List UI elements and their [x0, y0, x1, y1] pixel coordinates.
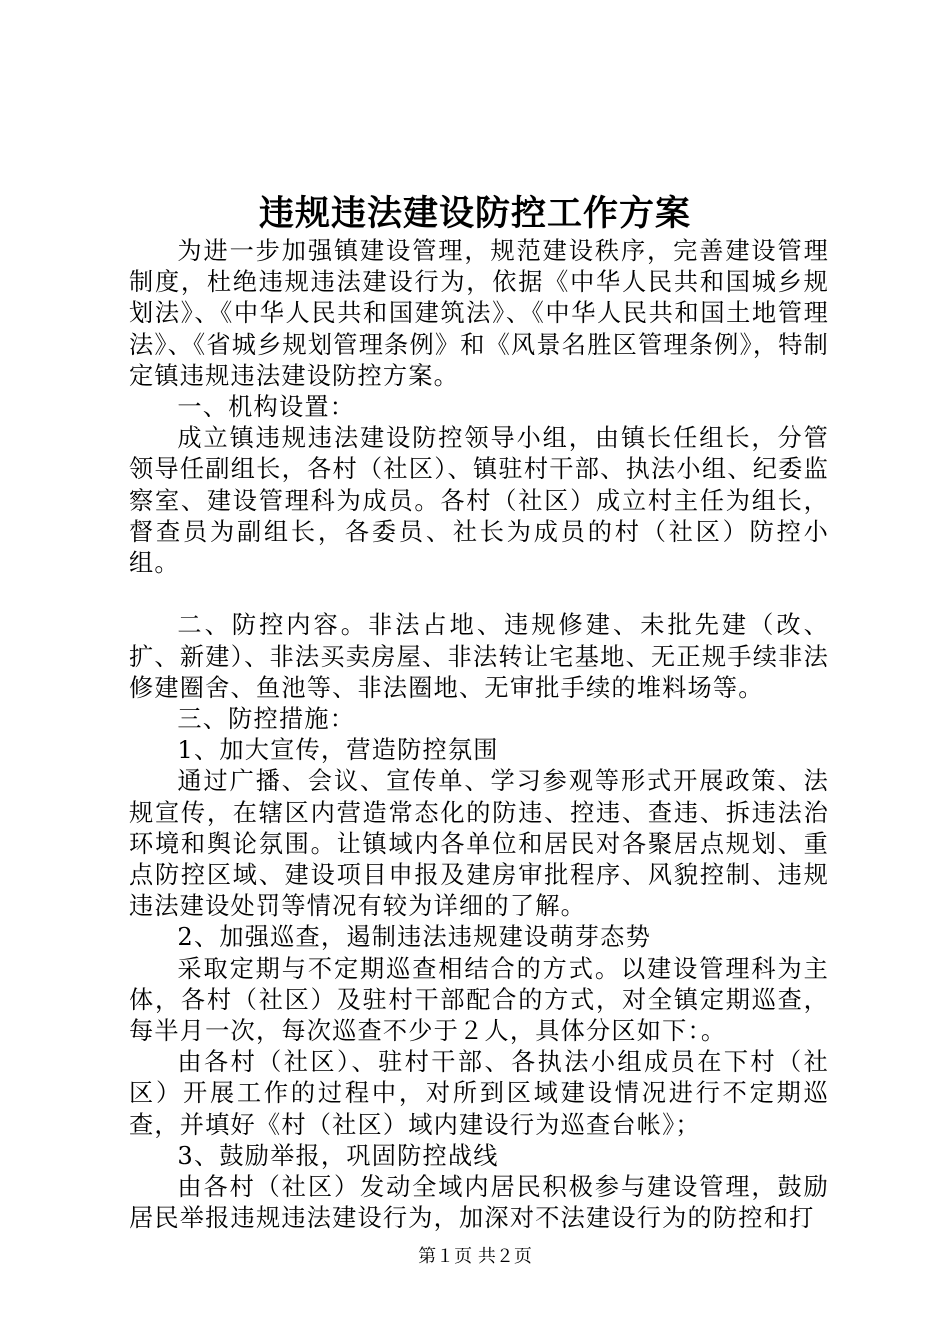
subheading-reporting: 3、鼓励举报，巩固防控战线	[177, 1141, 499, 1170]
paragraph-publicity: 通过广播、会议、宣传单、学习参观等形式开展政策、法规宣传，在辖区内营造常态化的防违、控违、查违、拆违法治环境和舆论氛围。让镇域内各单位和居民对各聚居点规划、重点防控区域、建设项目申报及建房审批程序、风貌控制、违规违法建设处罚等情况有较为详细的了解。	[129, 767, 829, 921]
paragraph-inspection-regular: 采取定期与不定期巡查相结合的方式。以建设管理科为主体，各村（社区）及驻村干部配合的方式，对全镇定期巡查，每半月一次，每次巡查不少于２人，具体分区如下：。	[129, 954, 829, 1046]
subheading-inspection: 2、加强巡查，遏制违法违规建设萌芽态势	[177, 923, 651, 952]
paragraph-intro: 为进一步加强镇建设管理，规范建设秩序，完善建设管理制度，杜绝违规违法建设行为，依据《中华人民共和国城乡规划法》、《中华人民共和国建筑法》、《中华人民共和国土地管理法》、《省城乡规划管理条例》和《风景名胜区管理条例》，特制定镇违规违法建设防控方案。	[129, 237, 829, 390]
heading-measures: 三、防控措施：	[177, 705, 356, 734]
paragraph-inspection-irregular: 由各村（社区）、驻村干部、各执法小组成员在下村（社区）开展工作的过程中，对所到区域建设情况进行不定期巡查，并填好《村（社区）域内建设行为巡查台帐》；	[129, 1048, 829, 1139]
heading-organization: 一、机构设置：	[177, 393, 356, 422]
paragraph-organization: 成立镇违规违法建设防控领导小组，由镇长任组长，分管领导任副组长，各村（社区）、镇驻村干部、执法小组、纪委监察室、建设管理科为成员。各村（社区）成立村主任为组长，督查员为副组长，各委员、社长为成员的村（社区）防控小组。	[129, 424, 829, 578]
subheading-publicity: 1、加大宣传，营造防控氛围	[177, 736, 499, 765]
page-footer: 第１页 共２页	[418, 1246, 532, 1267]
document-title: 违规违法建设防控工作方案	[258, 193, 691, 234]
paragraph-prevention-content: 二、防控内容。非法占地、违规修建、未批先建（改、扩、新建）、非法买卖房屋、非法转让宅基地、无正规手续非法修建圈舍、鱼池等、非法圈地、无审批手续的堆料场等。	[129, 611, 829, 702]
paragraph-reporting: 由各村（社区）发动全域内居民积极参与建设管理，鼓励居民举报违规违法建设行为，加深对不法建设行为的防控和打	[129, 1173, 829, 1233]
document-body	[129, 236, 829, 1234]
